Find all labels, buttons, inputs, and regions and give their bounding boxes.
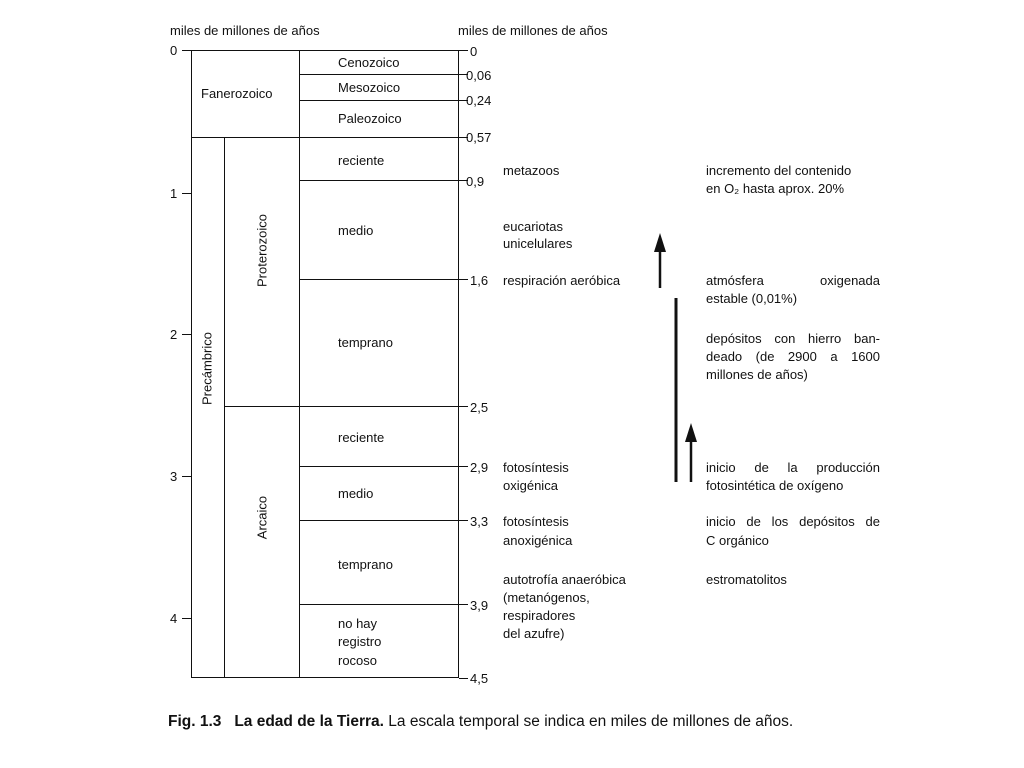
era-arcaico-temprano: temprano	[338, 557, 393, 572]
era-no-registro-line1: no hay	[338, 616, 378, 631]
eon-proterozoico: Proterozoico	[254, 214, 270, 287]
eon-precambrico: Precámbrico	[199, 332, 215, 405]
right-tick-label: 3,3	[470, 514, 489, 529]
right-axis-label: miles de millones de años	[458, 23, 608, 38]
eon-fanerozoico: Fanerozoico	[201, 86, 273, 101]
left-tick-1: 1	[170, 186, 178, 201]
era-mesozoico: Mesozoico	[338, 80, 401, 95]
right-tick-label: 0,06	[466, 68, 492, 83]
left-tick-3: 3	[170, 469, 178, 484]
era-proterozoico-reciente: reciente	[338, 153, 385, 168]
right-tick-label: 3,9	[470, 598, 489, 613]
era-arcaico-medio: medio	[338, 486, 374, 501]
note-estromatolitos: estromatolitos	[706, 572, 787, 587]
era-paleozoico: Paleozoico	[338, 111, 402, 126]
event-fotosintesis-oxigenica-line2: oxigénica	[503, 478, 558, 493]
left-tick-2: 2	[170, 327, 178, 342]
right-tick-label: 4,5	[470, 671, 489, 686]
right-tick-label: 1,6	[470, 273, 489, 288]
event-fotosintesis-anoxigenica-line2: anoxigénica	[503, 533, 573, 548]
event-autotrofia-line1: autotrofía anaeróbica	[503, 572, 626, 587]
event-metazoos: metazoos	[503, 163, 560, 178]
note-inicio-depositos-line2: C orgánico	[706, 533, 769, 548]
event-respiracion-aerobica: respiración aeróbica	[503, 273, 621, 288]
eon-arcaico: Arcaico	[254, 495, 270, 540]
event-eucariotas-line1: eucariotas	[503, 219, 563, 234]
era-no-registro-line2: registro	[338, 634, 382, 649]
event-fotosintesis-anoxigenica-line1: fotosíntesis	[503, 514, 569, 529]
left-tick-4: 4	[170, 611, 178, 626]
caption-fig-number: Fig. 1.3	[168, 713, 222, 730]
right-tick-label: 2,5	[470, 400, 489, 415]
event-fotosintesis-oxigenica-line1: fotosíntesis	[503, 460, 569, 475]
note-inicio-produccion-line2: fotosintética de oxígeno	[706, 478, 844, 493]
right-tick-label: 0,9	[466, 174, 485, 189]
note-inicio-depositos-line1: inicio de los depósitos de	[706, 514, 880, 529]
right-tick-label: 0	[470, 44, 478, 59]
caption-text: La escala temporal se indica en miles de millones de años.	[388, 713, 794, 730]
note-o2-line1: incremento del contenido	[706, 163, 852, 178]
era-cenozoico: Cenozoico	[338, 55, 400, 70]
era-arcaico-reciente: reciente	[338, 430, 385, 445]
note-atmosfera-line1: atmósfera oxigenada	[706, 273, 880, 288]
event-autotrofia-line4: del azufre)	[503, 626, 565, 641]
note-o2-line2: en O₂ hasta aprox. 20%	[706, 181, 845, 196]
right-tick-label: 0,24	[466, 93, 492, 108]
caption-title: La edad de la Tierra.	[234, 713, 384, 730]
note-depositos-line2: deado (de 2900 a 1600	[706, 349, 880, 364]
right-tick-label: 2,9	[470, 460, 489, 475]
note-depositos-line3: millones de años)	[706, 367, 808, 382]
note-depositos-line1: depósitos con hierro ban-	[706, 331, 880, 346]
event-eucariotas-line2: unicelulares	[503, 236, 573, 251]
arrow-up-icon	[685, 423, 697, 482]
arrow-up-icon	[654, 233, 666, 288]
era-proterozoico-temprano: temprano	[338, 335, 393, 350]
left-axis-label: miles de millones de años	[170, 23, 320, 38]
note-atmosfera-line2: estable (0,01%)	[706, 291, 798, 306]
era-proterozoico-medio: medio	[338, 223, 374, 238]
era-no-registro-line3: rocoso	[338, 653, 378, 668]
right-tick-label: 0,57	[466, 130, 492, 145]
figure-caption	[168, 712, 908, 732]
event-autotrofia-line3: respiradores	[503, 608, 576, 623]
note-inicio-produccion-line1: inicio de la producción	[706, 460, 880, 475]
left-tick-0: 0	[170, 43, 178, 58]
event-autotrofia-line2: (metanógenos,	[503, 590, 590, 605]
